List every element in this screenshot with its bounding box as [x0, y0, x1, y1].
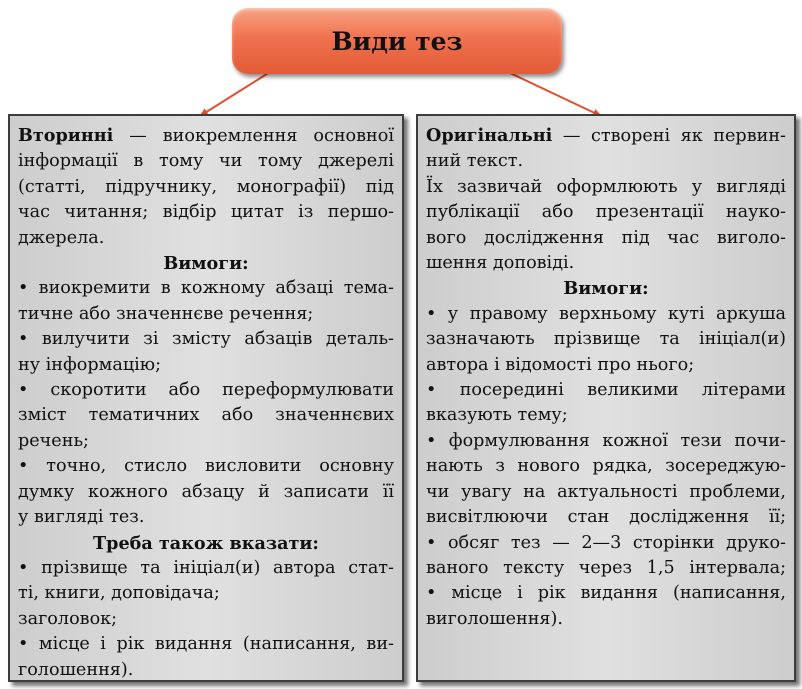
- requirement-line: тичне або значеннєве речення;: [18, 303, 314, 324]
- requirement-line: чи увагу на актуальності проблеми,: [426, 481, 786, 502]
- intro-line: інформації в тому чи тому джерелі: [18, 151, 394, 172]
- also-line: заголовок;: [18, 608, 118, 629]
- requirement-line: у вигляді тез.: [18, 507, 145, 528]
- requirement-line: зазначають прізвище та ініціал(и): [426, 329, 786, 350]
- also-specify-heading: Треба також вказати:: [93, 532, 319, 554]
- requirement-line: нають з нового рядка, зосереджую-: [426, 456, 786, 477]
- intro-line: джерела.: [18, 227, 105, 248]
- intro-line: [18, 123, 394, 149]
- requirements-heading: Вимоги:: [563, 278, 649, 300]
- intro-line: шення доповіді.: [426, 253, 575, 274]
- intro-rest: — виокремлення основної: [113, 126, 394, 146]
- requirement-line: • обсяг тез — 2—3 сторінки друко-: [426, 532, 786, 553]
- diagram-title: Види тез: [331, 26, 463, 56]
- requirement-line: • виокремити в кожному абзаці тема-: [18, 278, 394, 299]
- requirement-line: автора і відомості про нього;: [426, 354, 695, 375]
- requirement-line: зміст тематичних або значеннєвих: [18, 405, 394, 426]
- intro-line: час читання; відбір цитат із першо-: [18, 202, 394, 223]
- intro-line: [426, 123, 786, 149]
- term-secondary: Вторинні: [18, 125, 114, 146]
- also-line: • прізвище та ініціал(и) автора стат-: [18, 557, 394, 578]
- title-node: [232, 8, 562, 74]
- arrow-right: [508, 72, 601, 116]
- term-original: Оригінальні: [426, 125, 553, 146]
- intro-line: Їх зазвичай оформлюють у вигляді: [426, 176, 786, 197]
- original-theses-box: [416, 114, 796, 682]
- intro-line: публікації або презентації науко-: [426, 202, 786, 223]
- secondary-theses-box: [8, 114, 404, 682]
- requirement-line: виголошення).: [426, 608, 563, 629]
- requirement-line: • місце і рік видання (написання,: [426, 583, 786, 604]
- also-line: ті, книги, доповідача;: [18, 583, 220, 604]
- requirement-line: ваного тексту через 1,5 інтервала;: [426, 557, 786, 578]
- intro-line: (статті, підручнику, монографії) під: [18, 176, 394, 197]
- arrow-left: [200, 72, 270, 116]
- requirement-line: • у правому верхньому куті аркуша: [426, 303, 786, 324]
- requirement-line: ну інформацію;: [18, 354, 162, 375]
- requirement-line: речень;: [18, 430, 89, 451]
- requirement-line: • посередині великими літерами: [426, 380, 786, 401]
- requirements-heading: Вимоги:: [163, 253, 249, 275]
- intro-line: вого дослідження під час виголо-: [426, 227, 786, 248]
- requirement-line: • вилучити зі змісту абзаців деталь-: [18, 329, 394, 350]
- requirement-line: висвітлюючи стан дослідження її;: [426, 507, 786, 528]
- requirement-line: • точно, стисло висловити основну: [18, 456, 394, 477]
- requirement-line: • формулювання кожної тези почи-: [426, 430, 786, 451]
- requirement-line: вказують тему;: [426, 405, 568, 426]
- intro-rest: — створені як первин-: [552, 126, 786, 146]
- requirement-line: думку кожного абзацу й записати її: [18, 481, 394, 502]
- intro-line: ний текст.: [426, 151, 524, 172]
- also-line: голошення).: [18, 659, 134, 680]
- requirement-line: • скоротити або переформулювати: [18, 380, 394, 401]
- also-line: • місце і рік видання (написання, ви-: [18, 634, 394, 655]
